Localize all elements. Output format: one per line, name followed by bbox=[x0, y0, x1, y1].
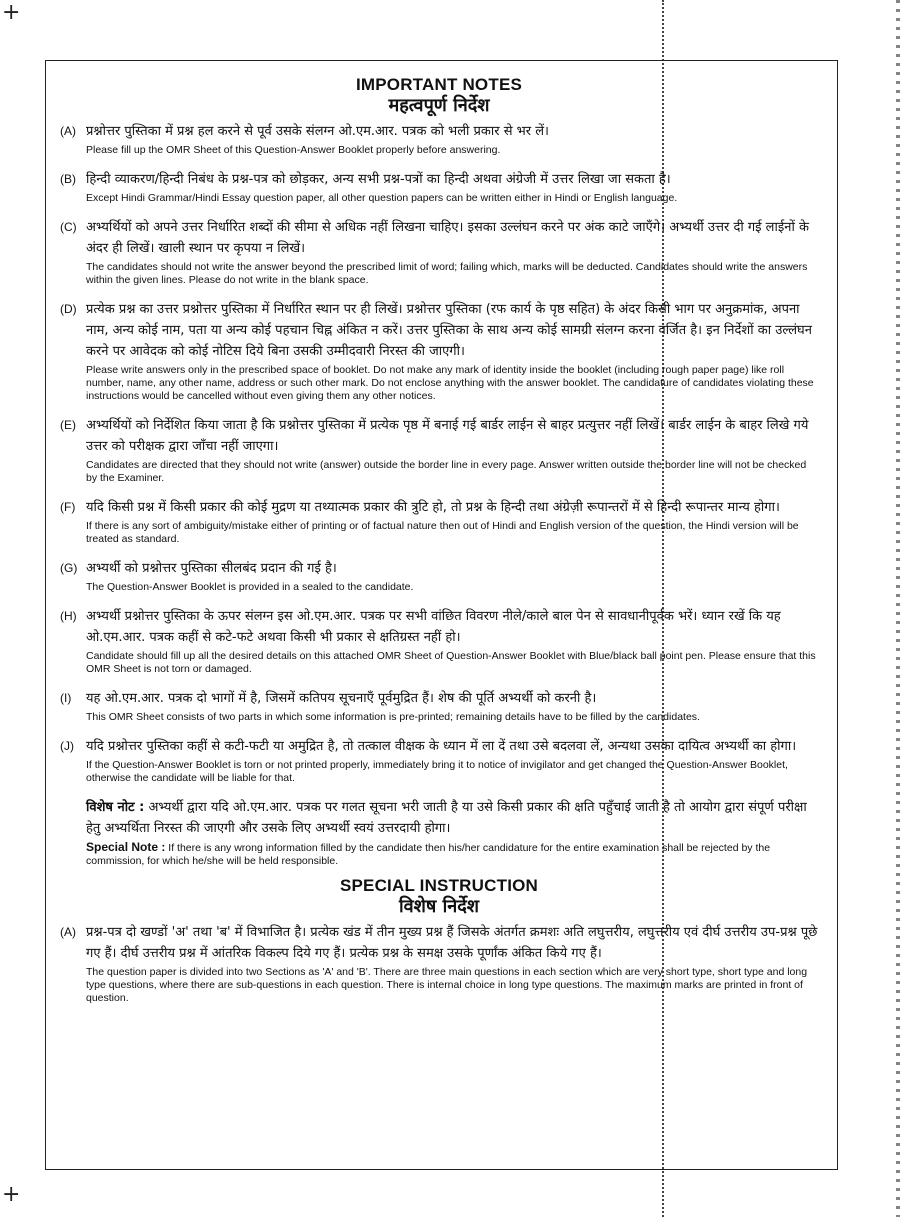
note-item bbox=[60, 688, 818, 724]
note-text-hindi: यदि प्रश्नोत्तर पुस्तिका कहीं से कटी-फटी या अमुद्रित है, तो तत्काल वीक्षक के ध्यान में ला दें तथा उसे बदलवा लें, अन्यथा उसका दायित्व अभ्यर्थी का होगा। bbox=[86, 739, 797, 754]
special-note-text-hindi: अभ्यर्थी द्वारा यदि ओ.एम.आर. पत्रक पर गलत सूचना भरी जाती है या उसे किसी प्रकार की क्षति पहुँचाई जाती है तो आयोग द्वारा संपूर्ण परीक्षा हेतु अभ्यर्थिता निरस्त की जाएगी और उसके लिए अभ्यर्थी स्वयं उत्तरदायी होगा। bbox=[86, 800, 807, 836]
note-text: The candidates should not write the answer beyond the prescribed limit of word; failing which, marks will be deducted. Candidates should write the answers within the given lines. Please do not write in the blank space. bbox=[86, 261, 808, 286]
important-notes-title-hindi: महत्वपूर्ण निर्देश bbox=[388, 95, 490, 116]
note-text-hindi: प्रत्येक प्रश्न का उत्तर प्रश्नोत्तर पुस्तिका में निर्धारित स्थान पर ही लिखें। प्रश्नोत्तर पुस्तिका (रफ कार्य के पृष्ठ सहित) के अंदर किसी भाग पर अनुक्रमांक, अपना नाम, अन्य कोई नाम, पता या अन्य कोई पहचान चिह्न अंकित न करें। उत्तर पुस्तिका के साथ अन्य कोई सामग्री संलग्न करना वर्जित है। इन निर्देशों का उल्लंघन करने पर आवेदक को कोई नोटिस दिये बिना उसकी उम्मीदवारी निरस्त की जाएगी। bbox=[86, 302, 812, 359]
note-text-hindi: अभ्यर्थियों को अपने उत्तर निर्धारित शब्दों की सीमा से अधिक नहीं लिखना चाहिए। इसका उल्लंघन करने पर अंक काटे जाएँगे। अभ्यर्थी उत्तर दी गई लाईनों के अंदर ही लिखें। खाली स्थान पर कृपया न लिखें। bbox=[86, 220, 809, 256]
note-item bbox=[60, 121, 818, 157]
note-item bbox=[60, 497, 818, 546]
note-text: If the Question-Answer Booklet is torn or not printed properly, immediately bring it to notice of invigilator and get changed the Question-Answer Booklet, otherwise the candidate will be liable for that. bbox=[86, 759, 788, 784]
instruction-text-hindi: प्रश्न-पत्र दो खण्डों 'अ' तथा 'ब' में विभाजित है। प्रत्येक खंड में तीन मुख्य प्रश्न हैं जिसके अंतर्गत क्रमशः अति लघुत्तरीय, लघुत्तरीय एवं दीर्घ उत्तरीय उप-प्रश्न पूछे गए हैं। दीर्घ उत्तरीय प्रश्न में आंतरिक विकल्प दिये गए हैं। प्रत्येक प्रश्न के समक्ष उसके पूर्णांक अंकित किये गए हैं। bbox=[86, 925, 818, 961]
note-marker: (I) bbox=[60, 691, 72, 705]
note-text-hindi: अभ्यर्थी प्रश्नोत्तर पुस्तिका के ऊपर संलग्न इस ओ.एम.आर. पत्रक पर सभी वांछित विवरण नीले/काले बाल पेन से सावधानीपूर्वक भरें। ध्यान रखें कि यह ओ.एम.आर. पत्रक कहीं से कटे-फटे अथवा किसी भी प्रकार से क्षतिग्रस्त नहीं हो। bbox=[86, 609, 781, 645]
note-marker: (J) bbox=[60, 739, 74, 753]
note-marker: (H) bbox=[60, 609, 77, 623]
special-note-label: Special Note : bbox=[86, 840, 166, 854]
note-item bbox=[60, 169, 818, 205]
note-text: Candidate should fill up all the desired details on this attached OMR Sheet of Question-Answer Booklet with Blue/black ball point pen. Please ensure that this OMR Sheet is not torn or damaged. bbox=[86, 650, 816, 675]
note-text-hindi: हिन्दी व्याकरण/हिन्दी निबंध के प्रश्न-पत्र को छोड़कर, अन्य सभी प्रश्न-पत्रों का हिन्दी अथवा अंग्रेजी में उत्तर लिखा जा सकता है। bbox=[86, 172, 671, 187]
note-marker: (A) bbox=[60, 124, 76, 138]
note-marker: (C) bbox=[60, 220, 77, 234]
note-item bbox=[60, 217, 818, 287]
note-item bbox=[60, 415, 818, 485]
notes-list bbox=[60, 121, 818, 785]
note-text: If there is any sort of ambiguity/mistake either of printing or of factual nature then out of Hindi and English version of the question, the Hindi version will be treated as standard. bbox=[86, 520, 799, 545]
instruction-item bbox=[60, 922, 818, 1005]
note-text-hindi: अभ्यर्थियों को निर्देशित किया जाता है कि प्रश्नोत्तर पुस्तिका में प्रत्येक पृष्ठ में बनाई गई बार्डर लाईन से बाहर प्रत्युत्तर नहीं लिखें। बार्डर लाईन के बाहर लिखे गये उत्तर को परीक्षक द्वारा जाँचा नहीं जाएगा। bbox=[86, 418, 809, 454]
special-note bbox=[86, 797, 818, 868]
note-text-hindi: यह ओ.एम.आर. पत्रक दो भागों में है, जिसमें कतिपय सूचनाएँ पूर्वमुद्रित हैं। शेष की पूर्ति अभ्यर्थी को करनी है। bbox=[86, 691, 597, 706]
note-text-hindi: प्रश्नोत्तर पुस्तिका में प्रश्न हल करने से पूर्व उसके संलग्न ओ.एम.आर. पत्रक को भली प्रकार से भर लें। bbox=[86, 124, 549, 139]
note-marker: (D) bbox=[60, 302, 77, 316]
note-item bbox=[60, 299, 818, 403]
torn-page-edge bbox=[896, 0, 900, 1217]
note-text: Please write answers only in the prescribed space of booklet. Do not make any mark of identity inside the booklet (including rough paper page) like roll number, name, any other name, address or such other mark. Do not enclose anything with the answer booklet. The candidature of candidates violating these instructions would be cancelled without even giving them any other notices. bbox=[86, 364, 814, 402]
note-item bbox=[60, 558, 818, 594]
special-instruction-title-hindi: विशेष निर्देश bbox=[398, 896, 480, 917]
note-text: This OMR Sheet consists of two parts in which some information is pre-printed; remaining details have to be filled by the candidates. bbox=[86, 711, 700, 723]
special-note-label-hindi: विशेष नोट : bbox=[86, 800, 145, 815]
crop-mark-bottom-left: + bbox=[2, 1182, 21, 1207]
note-item bbox=[60, 606, 818, 676]
note-text: Except Hindi Grammar/Hindi Essay question paper, all other question papers can be written either in Hindi or English language. bbox=[86, 192, 678, 204]
special-note-text: If there is any wrong information filled by the candidate then his/her candidature for the entire examination shall be rejected by the commission, for which he/she will be held responsible. bbox=[86, 842, 771, 867]
note-text-hindi: यदि किसी प्रश्न में किसी प्रकार की कोई मुद्रण या तथ्यात्मक प्रकार की त्रुटि हो, तो प्रश्न के हिन्दी तथा अंग्रेज़ी रूपान्तरों में से हिन्दी रूपान्तर मान्य होगा। bbox=[86, 500, 780, 515]
note-text: The Question-Answer Booklet is provided in a sealed to the candidate. bbox=[86, 581, 414, 593]
special-instruction-title: SPECIAL INSTRUCTION bbox=[339, 876, 539, 895]
notes-content bbox=[60, 75, 818, 1017]
crop-mark-top-left: + bbox=[2, 0, 21, 25]
note-marker: (E) bbox=[60, 418, 76, 432]
instruction-text: The question paper is divided into two Sections as 'A' and 'B'. There are three main questions in each section which are very short type, short type and long type questions, where there are sub-questions in each question. There is internal choice in long type questions. The maximum marks are printed in front of question. bbox=[86, 966, 808, 1004]
note-text-hindi: अभ्यर्थी को प्रश्नोत्तर पुस्तिका सीलबंद प्रदान की गई है। bbox=[86, 561, 337, 576]
special-instruction-list bbox=[60, 922, 818, 1005]
instruction-marker: (A) bbox=[60, 925, 76, 939]
note-marker: (B) bbox=[60, 172, 76, 186]
note-marker: (G) bbox=[60, 561, 78, 575]
note-marker: (F) bbox=[60, 500, 76, 514]
important-notes-title: IMPORTANT NOTES bbox=[355, 75, 523, 94]
note-text: Candidates are directed that they should not write (answer) outside the border line in every page. Answer written outside the border line will not be checked by the Examiner. bbox=[86, 459, 807, 484]
note-text: Please fill up the OMR Sheet of this Question-Answer Booklet properly before answering. bbox=[86, 144, 501, 156]
note-item bbox=[60, 736, 818, 785]
